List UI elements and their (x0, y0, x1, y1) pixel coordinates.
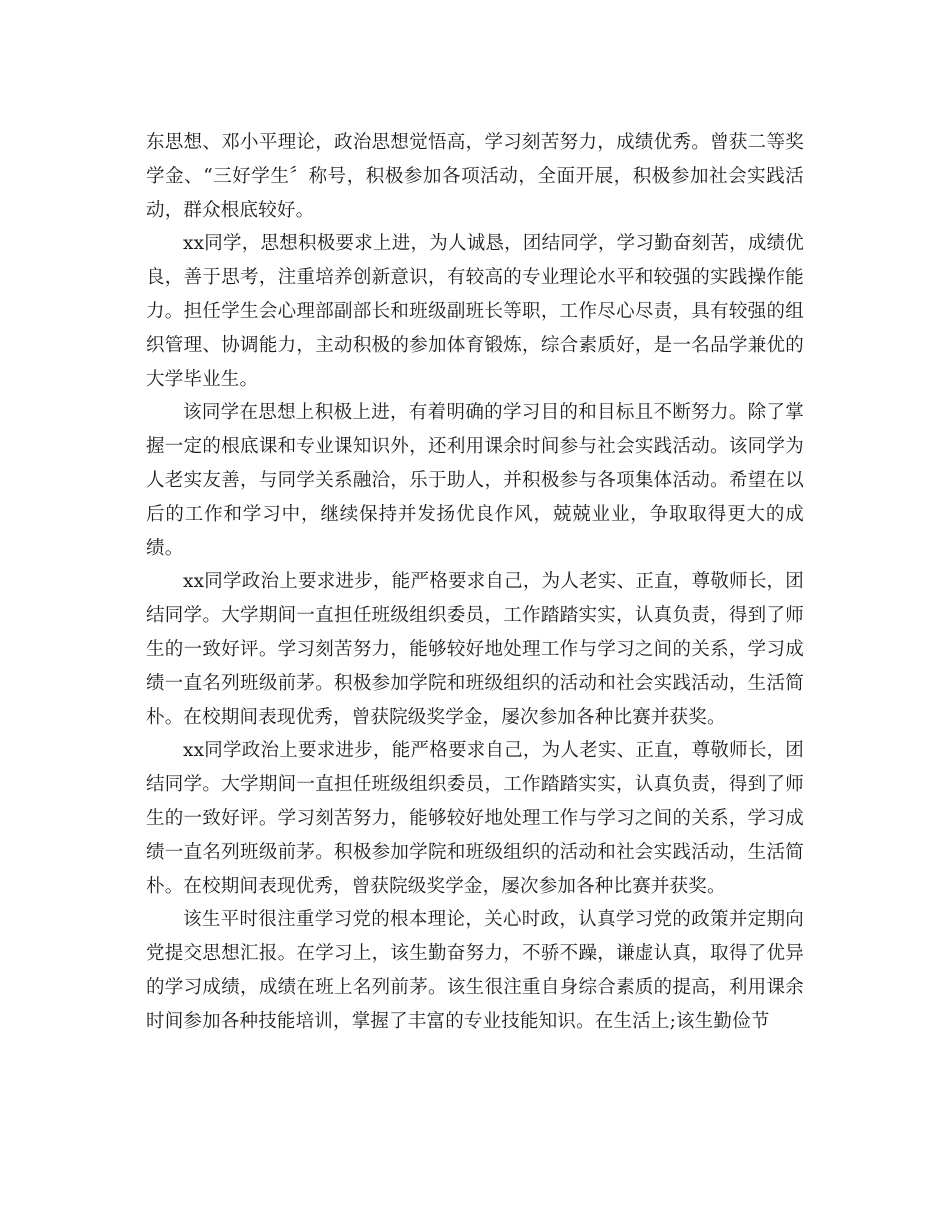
paragraph-4: xx同学政治上要求进步，能严格要求自己，为人老实、正直，尊敬师长，团结同学。大学期间一直担任班级组织委员，工作踏踏实实，认真负责，得到了师生的一致好评。学习刻苦努力，能够较好地处理工作与学习之间的关系，学习成绩一直名列班级前茅。积极参加学院和班级组织的活动和社会实践活动，生活简朴。在校期间表现优秀，曾获院级奖学金，屡次参加各种比赛并获奖。 (146, 571, 804, 728)
paragraph-6: 该生平时很注重学习党的根本理论，关心时政，认真学习党的政策并定期向党提交思想汇报。在学习上，该生勤奋努力，不骄不躁，谦虚认真，取得了优异的学习成绩，成绩在班上名列前茅。该生很注重自身综合素质的提高，利用课余时间参加各种技能培训，掌握了丰富的专业技能知识。在生活上;该生勤俭节 (146, 909, 804, 1032)
document-body (146, 126, 804, 1039)
paragraph-2: xx同学，思想积极要求上进，为人诚恳，团结同学，学习勤奋刻苦，成绩优良，善于思考，注重培养创新意识，有较高的专业理论水平和较强的实践操作能力。担任学生会心理部副部长和班级副班长等职，工作尽心尽责，具有较强的组织管理、协调能力，主动积极的参加体育锻炼，综合素质好，是一名品学兼优的大学毕业生。 (146, 233, 804, 390)
paragraph-3: 该同学在思想上积极上进，有着明确的学习目的和目标且不断努力。除了掌握一定的根底课和专业课知识外，还利用课余时间参与社会实践活动。该同学为人老实友善，与同学关系融洽，乐于助人，并积极参与各项集体活动。希望在以后的工作和学习中，继续保持并发扬优良作风，兢兢业业，争取取得更大的成绩。 (146, 402, 804, 559)
paragraph-1: 东思想、邓小平理论，政治思想觉悟高，学习刻苦努力，成绩优秀。曾获二等奖学金、“三好学生〞称号，积极参加各项活动，全面开展，积极参加社会实践活动，群众根底较好。 (146, 132, 804, 221)
paragraph-5: xx同学政治上要求进步，能严格要求自己，为人老实、正直，尊敬师长，团结同学。大学期间一直担任班级组织委员，工作踏踏实实，认真负责，得到了师生的一致好评。学习刻苦努力，能够较好地处理工作与学习之间的关系，学习成绩一直名列班级前茅。积极参加学院和班级组织的活动和社会实践活动，生活简朴。在校期间表现优秀，曾获院级奖学金，屡次参加各种比赛并获奖。 (146, 740, 804, 897)
